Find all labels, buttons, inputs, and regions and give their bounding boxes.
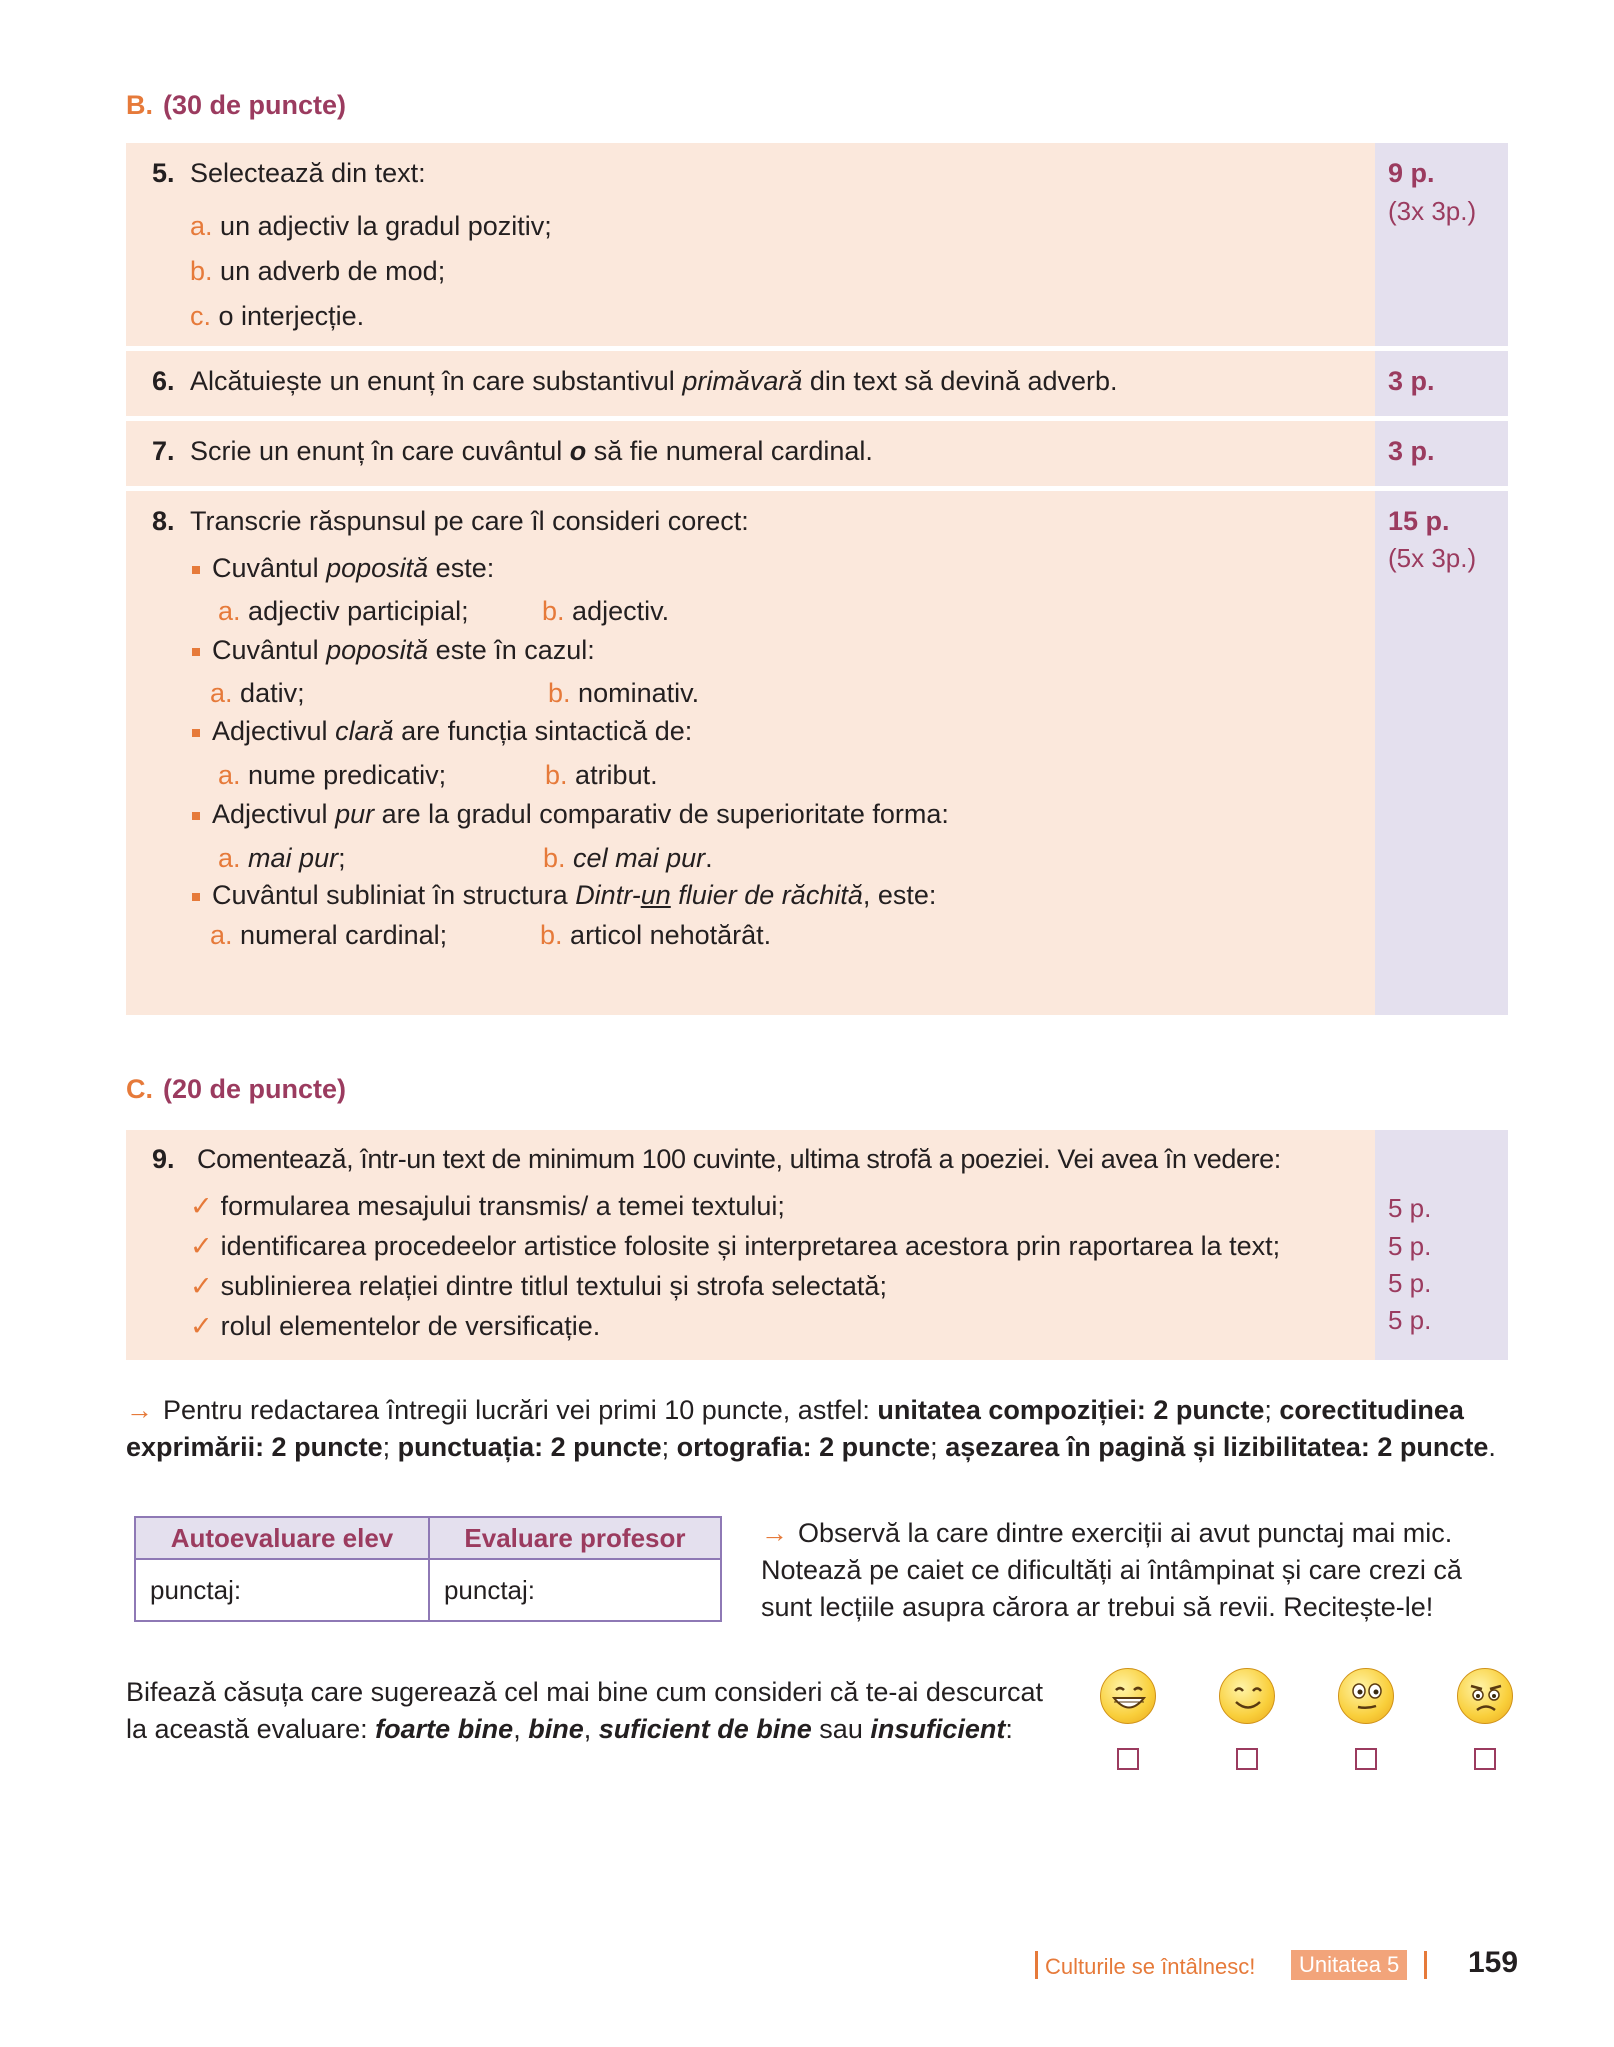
criterion-2: ✓ identificarea procedeelor artistice folosite și interpretarea acestora prin raportarea la text; <box>190 1231 1281 1261</box>
question-1-option-b: b. adjectiv. <box>542 596 670 626</box>
exercise-text: Alcătuiește un enunț în care substantivul primăvară din text să devină adverb. <box>190 366 1118 396</box>
evaluation-table <box>134 1516 722 1622</box>
grinning-face-icon <box>1100 1668 1156 1724</box>
checkbox-suficient-de-bine[interactable] <box>1355 1748 1377 1770</box>
exercise-text: Comentează, într-un text de minimum 100 cuvinte, ultima strofă a poeziei. Vei avea în vedere: <box>197 1144 1281 1174</box>
exercise-5-points: 9 p. <box>1388 158 1435 188</box>
exercise-5-item-a: a. un adjectiv la gradul pozitiv; <box>190 211 552 241</box>
page-number: 159 <box>1468 1946 1519 1979</box>
question-3-option-a: a. nume predicativ; <box>218 760 447 790</box>
check-icon: ✓ <box>190 1191 213 1221</box>
exercise-number: 5. <box>152 158 175 188</box>
criterion-1-points: 5 p. <box>1388 1193 1432 1223</box>
question-1: Cuvântul poposită este: <box>212 553 495 583</box>
teacher-evaluation-header: Evaluare profesor <box>429 1517 721 1559</box>
exercise-text: Scrie un enunț în care cuvântul o să fie numeral cardinal. <box>190 436 873 466</box>
exercise-6-points: 3 p. <box>1388 366 1435 396</box>
checkbox-foarte-bine[interactable] <box>1117 1748 1139 1770</box>
footer-unit-badge: Unitatea 5 <box>1291 1950 1407 1980</box>
exercise-5-points-detail: (3x 3p.) <box>1388 196 1477 226</box>
bullet-icon <box>192 566 200 574</box>
bullet-icon <box>192 729 200 737</box>
exercise-number: 7. <box>152 436 175 466</box>
question-3: Adjectivul clară are funcția sintactică de: <box>212 716 693 746</box>
check-icon: ✓ <box>190 1311 213 1341</box>
self-evaluation-header: Autoevaluare elev <box>135 1517 429 1559</box>
footer-divider <box>1424 1951 1427 1979</box>
criterion-2-points: 5 p. <box>1388 1231 1432 1261</box>
section-c-heading <box>126 1074 346 1105</box>
criterion-4-points: 5 p. <box>1388 1305 1432 1335</box>
question-5-option-a: a. numeral cardinal; <box>210 920 448 950</box>
redactare-paragraph: → Pentru redactarea întregii lucrări vei primi 10 puncte, astfel: unitatea compoziției: 2 puncte; corectitudinea exprimării: 2 puncte; punctuația: 2 puncte; ortografia: 2 puncte; așezarea în pagină și lizibilitatea: 2 puncte. <box>126 1395 1496 1462</box>
criterion-1: ✓ formularea mesajului transmis/ a temei textului; <box>190 1191 785 1221</box>
worried-face-icon <box>1457 1668 1513 1724</box>
exercise-number: 8. <box>152 506 175 536</box>
question-4-option-a: a. mai pur; <box>218 843 346 873</box>
question-4: Adjectivul pur are la gradul comparativ de superioritate forma: <box>212 799 949 829</box>
section-letter: C. <box>126 1074 153 1104</box>
bullet-icon <box>192 812 200 820</box>
criterion-3: ✓ sublinierea relației dintre titlul textului și strofa selectată; <box>190 1271 887 1301</box>
question-2: Cuvântul poposită este în cazul: <box>212 635 595 665</box>
check-icon: ✓ <box>190 1271 213 1301</box>
exercise-5-item-c: c. o interjecție. <box>190 301 365 331</box>
exercise-7-points: 3 p. <box>1388 436 1435 466</box>
smiling-face-icon <box>1219 1668 1275 1724</box>
section-b-heading <box>126 90 346 121</box>
bullet-icon <box>192 893 200 901</box>
arrow-right-icon: → <box>126 1395 153 1425</box>
exercise-number: 9. <box>152 1144 175 1174</box>
check-icon: ✓ <box>190 1231 213 1261</box>
criterion-4: ✓ rolul elementelor de versificație. <box>190 1311 601 1341</box>
section-points: (20 de puncte) <box>163 1074 347 1104</box>
question-5: Cuvântul subliniat în structura Dintr-un fluier de răchită, este: <box>212 880 937 910</box>
exercise-text: Transcrie răspunsul pe care îl consideri corect: <box>190 506 749 536</box>
self-assessment-instruction: Bifează căsuța care sugerează cel mai bine cum consideri că te-ai descurcat la această evaluare: foarte bine, bine, suficient de bine sau insuficient: <box>126 1677 1043 1744</box>
criterion-3-points: 5 p. <box>1388 1268 1432 1298</box>
checkbox-insuficient[interactable] <box>1474 1748 1496 1770</box>
teacher-evaluation-score-field[interactable]: punctaj: <box>429 1559 721 1621</box>
bullet-icon <box>192 648 200 656</box>
question-4-option-b: b. cel mai pur. <box>543 843 713 873</box>
question-2-option-b: b. nominativ. <box>548 678 700 708</box>
footer-divider <box>1035 1951 1038 1979</box>
section-letter: B. <box>126 90 153 120</box>
neutral-face-icon <box>1338 1668 1394 1724</box>
question-2-option-a: a. dativ; <box>210 678 305 708</box>
exercise-8-points-detail: (5x 3p.) <box>1388 543 1477 573</box>
question-3-option-b: b. atribut. <box>545 760 658 790</box>
exercise-8-points: 15 p. <box>1388 506 1450 536</box>
question-5-option-b: b. articol nehotărât. <box>540 920 772 950</box>
observa-paragraph: → Observă la care dintre exerciții ai avut punctaj mai mic. Notează pe caiet ce dificultăți ai întâmpinat și care crezi că sunt lecțiile asupra cărora ar trebui să revii. Recitește-le! <box>761 1518 1462 1622</box>
exercise-number: 6. <box>152 366 175 396</box>
question-1-option-a: a. adjectiv participial; <box>218 596 469 626</box>
self-evaluation-score-field[interactable]: punctaj: <box>135 1559 429 1621</box>
arrow-right-icon: → <box>761 1518 788 1548</box>
checkbox-bine[interactable] <box>1236 1748 1258 1770</box>
exercise-text: Selectează din text: <box>190 158 426 188</box>
footer-chapter: Culturile se întâlnesc! <box>1045 1954 1256 1979</box>
section-points: (30 de puncte) <box>163 90 347 120</box>
exercise-5-item-b: b. un adverb de mod; <box>190 256 446 286</box>
